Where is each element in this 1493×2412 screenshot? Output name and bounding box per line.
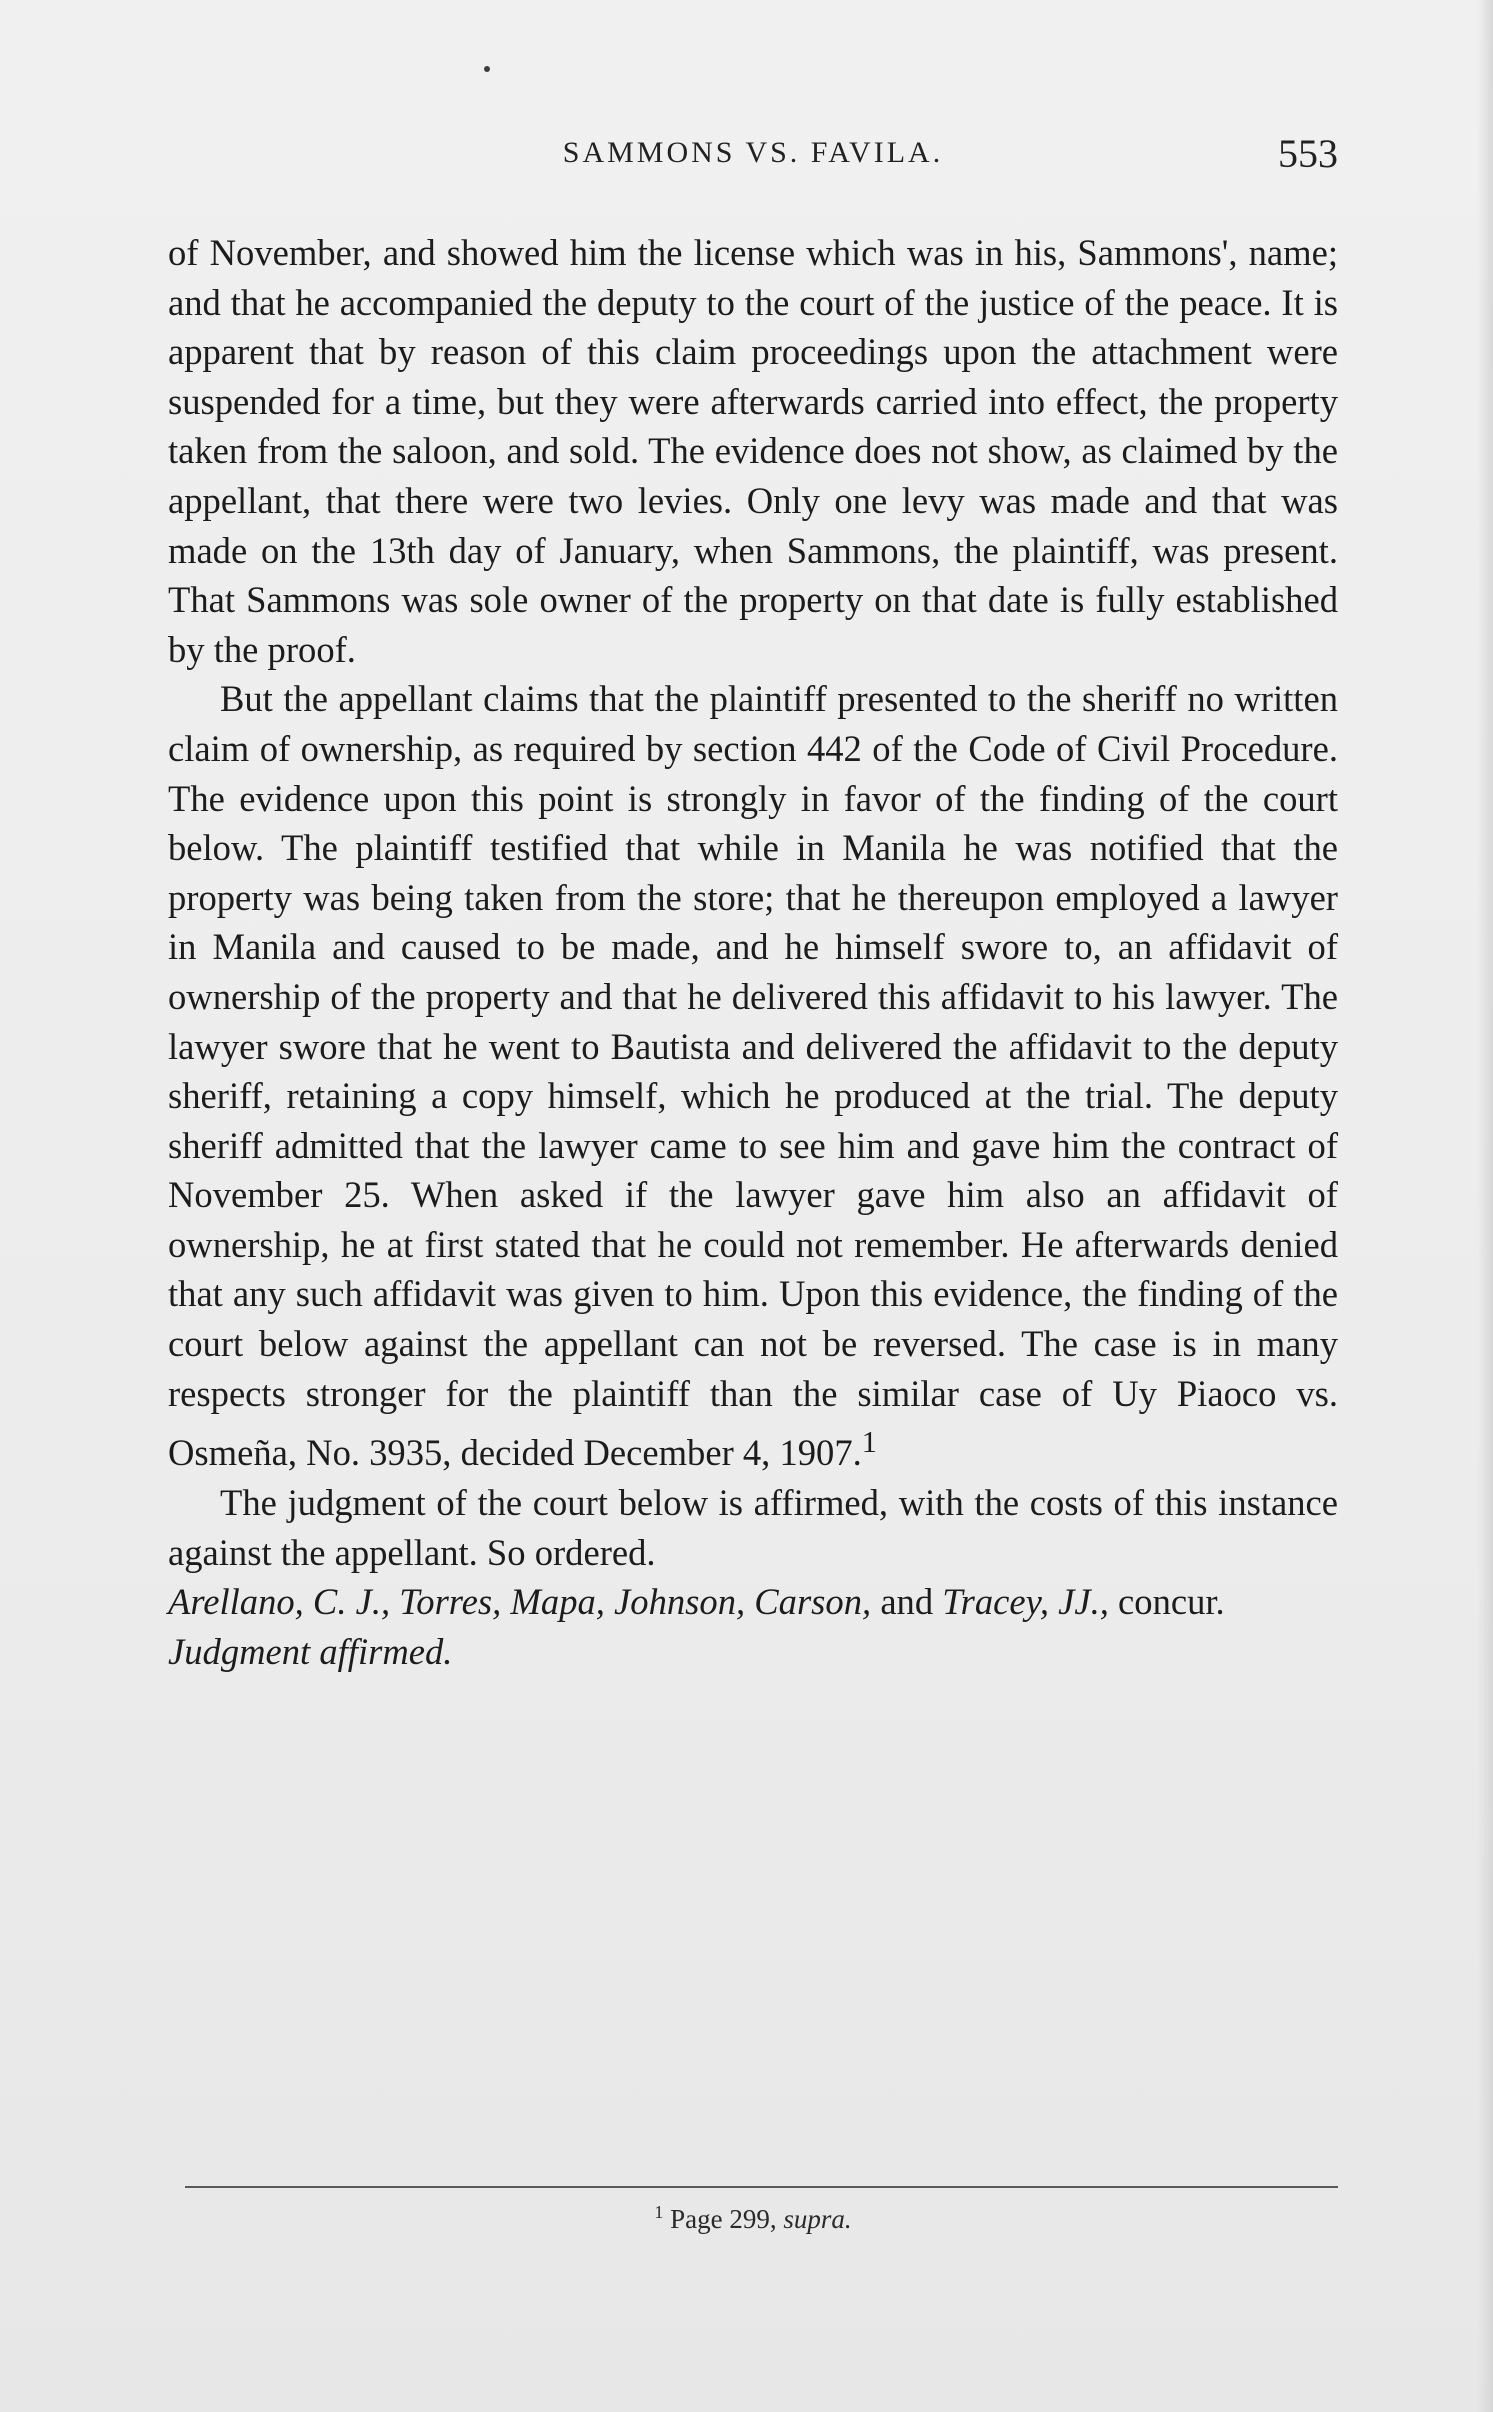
running-title: SAMMONS VS. FAVILA. bbox=[562, 136, 944, 169]
footnote-supra: supra. bbox=[783, 2204, 852, 2234]
concurring-justices: Arellano, C. J., Torres, Mapa, Johnson, Carson, bbox=[168, 1581, 872, 1623]
footnote-text: Page 299, bbox=[670, 2204, 777, 2234]
paragraph-1: of November, and showed him the license which was in his, Sammons', name; and that he accompanied the deputy to the court of the justice of the peace. It is apparent that by reason of this claim proceedings upon the attachment were suspended for a time, but they were afterwards carried into effect, the property taken from the saloon, and sold. The evidence does not show, as claimed by the appellant, that there were two levies. Only one levy was made and that was made on the 13th day of January, when Sammons, the plaintiff, was present. That Sammons was sole owner of the property on that date is fully established by the proof. bbox=[168, 232, 1338, 670]
judgment-line bbox=[168, 1627, 1338, 1677]
page-header bbox=[168, 131, 1338, 186]
paragraph-2-text: But the appellant claims that the plaintiff presented to the sheriff no written claim of ownership, as required by section 442 of the Code of Civil Procedure. The evidence upon this point is strongly in favor of the finding of the court below. The plaintiff testified that while in Manila he was notified that the property was being taken from the store; that he thereupon employed a lawyer in Manila and caused to be made, and he himself swore to, an affidavit of ownership of the property and that he delivered this affidavit to his lawyer. The lawyer swore that he went to Bautista and delivered the affidavit to the deputy sheriff, retaining a copy himself, which he produced at the trial. The deputy sheriff admitted that the lawyer came to see him and gave him the contract of November 25. When asked if the lawyer gave him also an affidavit of ownership, he at first stated that he could not remember. He afterwards denied that any such affidavit was given to him. Upon this evidence, the finding of the court below against the appellant can not be reversed. The case is in many respects stronger for the plaintiff than the similar case of Uy Piaoco vs. Osmeña, No. 3935, decided December 4, 1907. bbox=[168, 678, 1338, 1474]
paragraph-2 bbox=[168, 674, 1338, 1478]
footnote-rule bbox=[185, 2186, 1338, 2188]
footnote-marker: 1 bbox=[654, 2202, 664, 2222]
body-text bbox=[168, 228, 1338, 1676]
page-number: 553 bbox=[1278, 131, 1338, 176]
concurrence-and: and bbox=[880, 1581, 934, 1623]
footnote bbox=[168, 2202, 1338, 2235]
concurrence-verb: concur. bbox=[1118, 1581, 1225, 1623]
last-justice: Tracey, JJ., bbox=[942, 1581, 1109, 1623]
ink-dot bbox=[484, 66, 490, 72]
judgment-text: Judgment affirmed. bbox=[168, 1630, 453, 1672]
footnote-reference: 1 bbox=[861, 1425, 878, 1460]
concurrence-line bbox=[168, 1577, 1338, 1627]
scan-edge-shadow bbox=[1477, 0, 1493, 2412]
paragraph-3: The judgment of the court below is affirmed, with the costs of this instance against the appellant. So ordered. bbox=[168, 1482, 1338, 1573]
